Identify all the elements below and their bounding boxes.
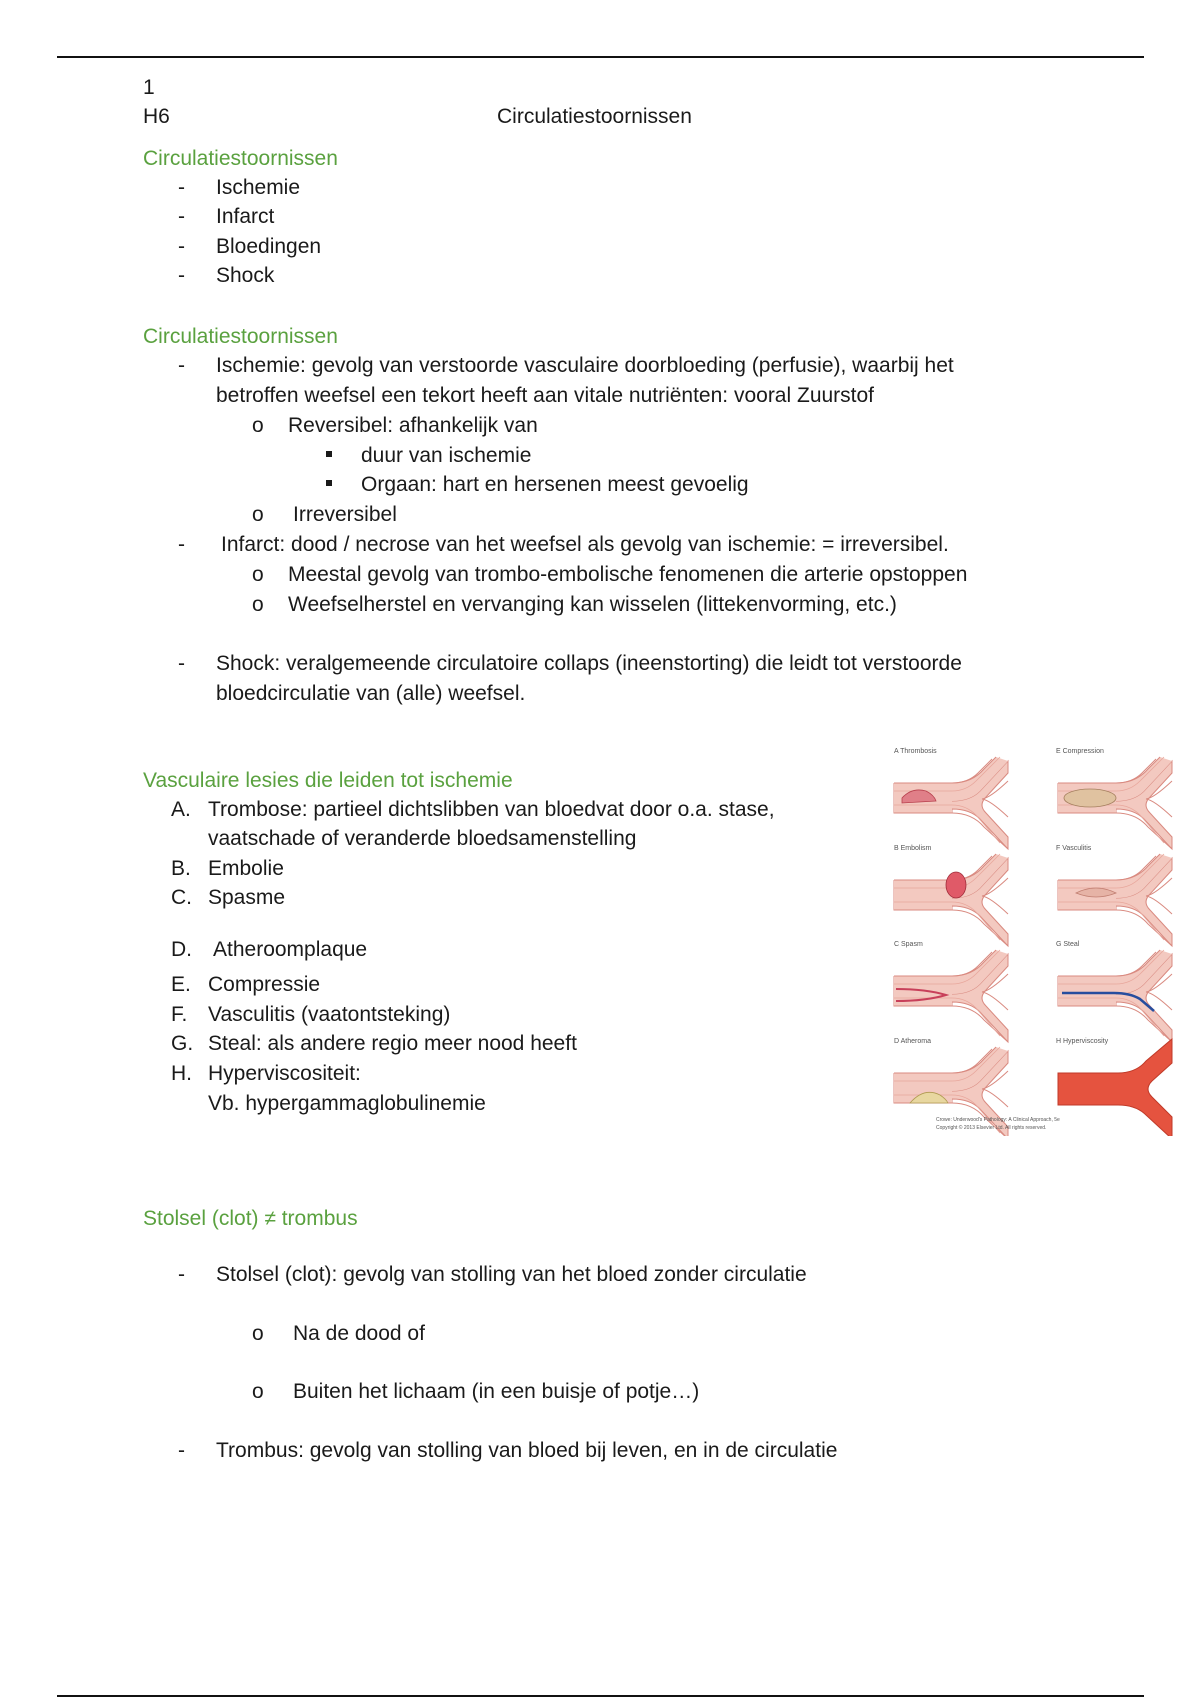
infarct-text: Infarct: dood / necrose van het weefsel als gevolg van ischemie: = irreversibel. [221,533,949,556]
vessel-vasculitis-graphic [1058,854,1172,946]
stolsel-text: Stolsel (clot): gevolg van stolling van het bloed zonder circulatie [216,1263,807,1286]
vessel-spasm-graphic [894,950,1008,1042]
bullet-dash: - [178,1263,185,1286]
sub-item: duur van ischemie [361,444,532,467]
sub-item: Na de dood of [293,1322,425,1345]
lesion-item: Hyperviscositeit: [208,1062,361,1085]
vessel-embolism-graphic [894,854,1008,946]
lesion-item: Atheroomplaque [213,938,368,961]
list-letter: B. [171,857,191,880]
list-item: Shock [216,264,275,287]
lesion-item: Steal: als andere regio meer nood heeft [208,1032,577,1055]
panel-label: G Steal [1056,941,1080,948]
list-item: Infarct [216,205,275,228]
bottom-rule [57,1695,1144,1697]
list-letter: G. [171,1032,194,1055]
bullet-square [326,480,332,486]
shock-text: Shock: veralgemeende circulatoire collaps (ineenstorting) die leidt tot verstoorde [216,652,962,675]
panel-label: C Spasm [894,941,923,948]
bullet-circle: o [252,414,264,437]
irreversibel-text: Irreversibel [293,503,397,526]
bullet-dash: - [178,354,185,377]
ischemie-text: Ischemie: gevolg van verstoorde vasculaire doorbloeding (perfusie), waarbij het [216,354,954,377]
panel-label: H Hyperviscosity [1056,1038,1109,1045]
reversibel-text: Reversibel: afhankelijk van [288,414,538,437]
embolus-mark [946,872,966,898]
bullet-dash: - [178,264,185,287]
bullet-dash: - [178,176,185,199]
bullet-square [326,451,332,457]
bullet-dash: - [178,652,185,675]
panel-label: D Atheroma [894,1038,931,1045]
lesion-item: Embolie [208,857,284,880]
lesion-item-cont: Vb. hypergammaglobulinemie [208,1092,486,1115]
sub-item: Orgaan: hart en hersenen meest gevoelig [361,473,749,496]
shock-text-cont: bloedcirculatie van (alle) weefsel. [216,682,526,705]
page-number: 1 [143,76,155,99]
figure-caption: Crowe: Underwood's Pathology: A Clinical Approach, 5e [936,1117,1060,1123]
panel-label: A Thrombosis [894,748,937,755]
section-heading: Circulatiestoornissen [143,147,338,170]
list-letter: C. [171,886,192,909]
bullet-dash: - [178,1439,185,1462]
lesion-item: Spasme [208,886,286,909]
lesion-item: Vasculitis (vaatontsteking) [208,1003,451,1026]
section-heading: Vasculaire lesies die leiden tot ischemie [143,769,513,792]
bullet-dash: - [178,205,185,228]
bullet-circle: o [252,593,264,616]
vessel-steal-graphic [1058,950,1172,1042]
panel-label: B Embolism [894,845,932,852]
lesion-item: Trombose: partieel dichtslibben van bloedvat door o.a. stase, [208,798,775,821]
vascular-lesions-figure [890,743,1175,1136]
ischemie-text-cont: betroffen weefsel een tekort heeft aan vitale nutriënten: vooral Zuurstof [216,384,875,407]
bullet-circle: o [252,563,264,586]
trombus-text: Trombus: gevolg van stolling van bloed bij leven, en in de circulatie [216,1439,838,1462]
hyperviscosity-graphic [1058,1039,1172,1136]
vessel-thrombosis-graphic [894,757,1008,849]
list-letter: A. [171,798,191,821]
panel-label: E Compression [1056,748,1104,755]
section-heading: Circulatiestoornissen [143,325,338,348]
top-rule [57,56,1144,58]
list-letter: F. [171,1003,188,1026]
bullet-dash: - [178,533,185,556]
compression-mass [1064,789,1116,807]
list-letter: H. [171,1062,192,1085]
sub-item: Meestal gevolg van trombo-embolische fenomenen die arterie opstoppen [288,563,968,586]
list-item: Bloedingen [216,235,322,258]
chapter-label: H6 [143,105,170,128]
lesion-item: Compressie [208,973,321,996]
page-title: Circulatiestoornissen [497,105,692,128]
list-letter: E. [171,973,191,996]
bullet-circle: o [252,1380,264,1403]
bullet-circle: o [252,503,264,526]
bullet-dash: - [178,235,185,258]
section-heading: Stolsel (clot) ≠ trombus [143,1207,358,1230]
sub-item: Weefselherstel en vervanging kan wisselen (littekenvorming, etc.) [288,593,897,616]
lesion-item-cont: vaatschade of veranderde bloedsamenstelling [208,827,637,850]
figure-caption: Copyright © 2013 Elsevier Ltd. All rights reserved. [936,1125,1047,1131]
list-letter: D. [171,938,192,961]
panel-label: F Vasculitis [1056,845,1092,852]
bullet-circle: o [252,1322,264,1345]
list-item: Ischemie [216,176,301,199]
sub-item: Buiten het lichaam (in een buisje of potje…) [293,1380,700,1403]
